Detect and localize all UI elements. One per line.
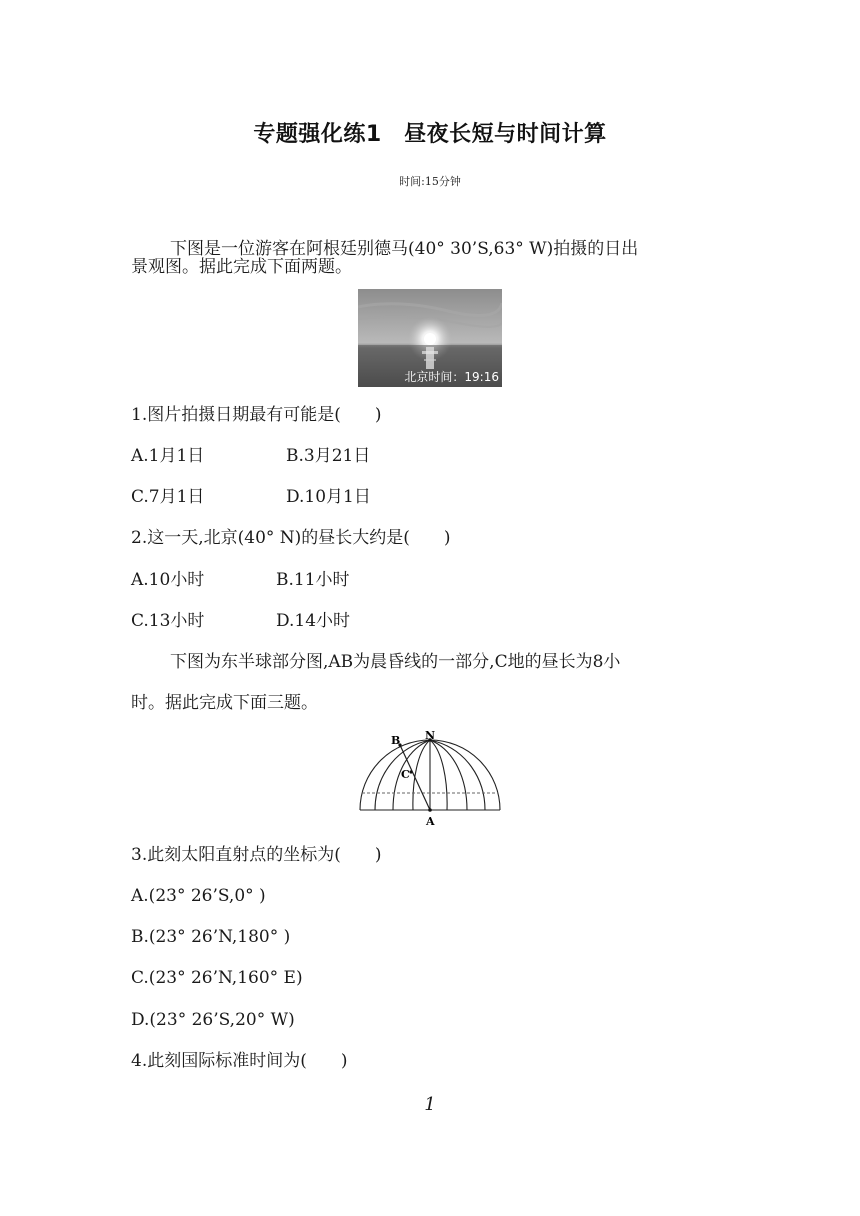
q3-option-a: A.(23° 26’S,0° )	[131, 886, 266, 906]
q3-option-c: C.(23° 26’N,160° E)	[131, 968, 303, 988]
q1-option-c: C.7月1日	[131, 487, 205, 507]
q2-option-d: D.14小时	[276, 611, 351, 631]
q3-stem: 3.此刻太阳直射点的坐标为( )	[131, 845, 382, 865]
label-b: B	[391, 734, 401, 747]
q3-option-b: B.(23° 26’N,180° )	[131, 927, 291, 947]
time-limit: 时间:15分钟	[399, 175, 461, 188]
q2-option-a: A.10小时	[131, 570, 205, 590]
q1-stem: 1.图片拍摄日期最有可能是( )	[131, 405, 382, 425]
meridian	[430, 740, 467, 810]
q1-option-a: A.1月1日	[131, 446, 205, 466]
q2-option-c: C.13小时	[131, 611, 205, 631]
label-n: N	[425, 730, 436, 742]
q4-stem: 4.此刻国际标准时间为( )	[131, 1051, 348, 1071]
label-a: A	[426, 815, 435, 828]
meridian	[430, 740, 447, 810]
meridian	[413, 740, 430, 810]
sunrise-photo	[358, 289, 502, 387]
page-title: 专题强化练1 昼夜长短与时间计算	[253, 122, 607, 147]
hemisphere-diagram	[355, 730, 505, 830]
label-c: C	[401, 768, 410, 781]
hemisphere-figure	[355, 730, 505, 830]
passage1-line1: 下图是一位游客在阿根廷别德马(40° 30’S,63° W)拍摄的日出	[170, 239, 639, 259]
passage2-line2: 时。据此完成下面三题。	[131, 693, 318, 713]
q3-option-d: D.(23° 26’S,20° W)	[131, 1010, 295, 1030]
meridian	[393, 740, 430, 810]
photo-caption: 北京时间：19:16	[404, 370, 499, 384]
passage2-line1: 下图为东半球部分图,AB为晨昏线的一部分,C地的昼长为8小	[170, 652, 621, 672]
page-number: 1	[424, 1094, 436, 1115]
q1-option-d: D.10月1日	[286, 487, 371, 507]
passage1-line2: 景观图。据此完成下面两题。	[131, 257, 352, 277]
point-a	[428, 808, 432, 812]
q1-option-b: B.3月21日	[286, 446, 371, 466]
point-c	[409, 770, 412, 773]
q2-option-b: B.11小时	[276, 570, 350, 590]
q2-stem: 2.这一天,北京(40° N)的昼长大约是( )	[131, 528, 451, 548]
